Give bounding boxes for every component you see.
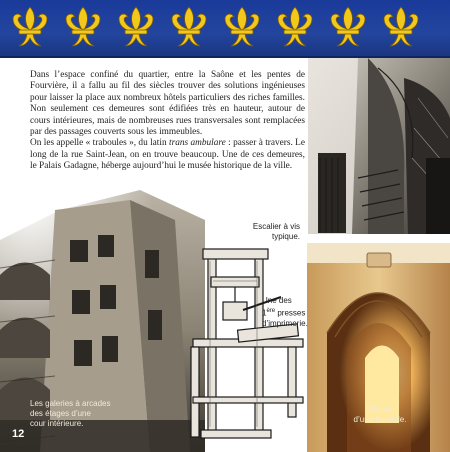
fleur-de-lis-banner (0, 0, 450, 58)
press-caption-word: presses (275, 308, 306, 318)
page-number: 12 (12, 428, 25, 440)
press-caption-ordinal: 1 (262, 308, 267, 318)
fleur-de-lis-icon (61, 4, 105, 52)
latin-term: trans ambulare (169, 138, 226, 149)
press-caption-line: Une des (262, 296, 292, 305)
staircase-caption-line: Escalier à vis (252, 222, 300, 231)
body-text (30, 70, 305, 173)
fleur-de-lis-icon (326, 4, 370, 52)
printing-press-illustration (183, 247, 313, 447)
paragraph-intro: Dans l’espace confiné du quartier, entre la Saône et les pentes de Fourvière, il a fallu au fil des siècles trouver des solutions ingénieuses pour laisser la place aux nombreux hôtels particuliers des riches familles. Non seulement ces demeures sont édifiées très en hauteur, autour de cours intérieures, mais de nombreuses rues transversales sont remplacées par des passages couverts sous les immeubles. (30, 70, 305, 138)
press-caption-line: d’imprimerie. (262, 318, 308, 328)
spiral-staircase-photo (308, 58, 450, 234)
press-caption-line (262, 306, 308, 319)
fleur-de-lis-icon (167, 4, 211, 52)
staircase-caption-line: typique. (271, 232, 300, 241)
galleries-caption-line: Les galeries à arcades (30, 399, 111, 408)
press-caption-ordinal-suffix: ère (266, 308, 276, 314)
fleur-de-lis-icon (273, 4, 317, 52)
paragraph-traboules (30, 138, 305, 172)
galleries-caption-line: des étages d’une (30, 409, 91, 418)
fleur-de-lis-icon (379, 4, 423, 52)
traboule-caption-line: Entrée (368, 405, 392, 414)
staircase-caption (252, 222, 300, 242)
paragraph-traboules-start: On les appelle « traboules », du latin (30, 138, 169, 149)
traboule-caption-line: d’une traboule. (353, 415, 407, 424)
printing-press-caption (262, 296, 308, 329)
galleries-caption-line: cour intérieure. (30, 419, 84, 428)
galleries-caption (30, 399, 111, 429)
fleur-de-lis-icon (8, 4, 52, 52)
fleur-de-lis-icon (220, 4, 264, 52)
traboule-caption (340, 405, 420, 425)
fleur-de-lis-icon (114, 4, 158, 52)
paragraph-traboules-end: : passer à travers. Le long de la rue Saint-Jean, on en trouve beaucoup. Une de ces demeures, le Palais Gadagne, héberge aujourd’hui le musée historique de la ville. (30, 138, 305, 172)
